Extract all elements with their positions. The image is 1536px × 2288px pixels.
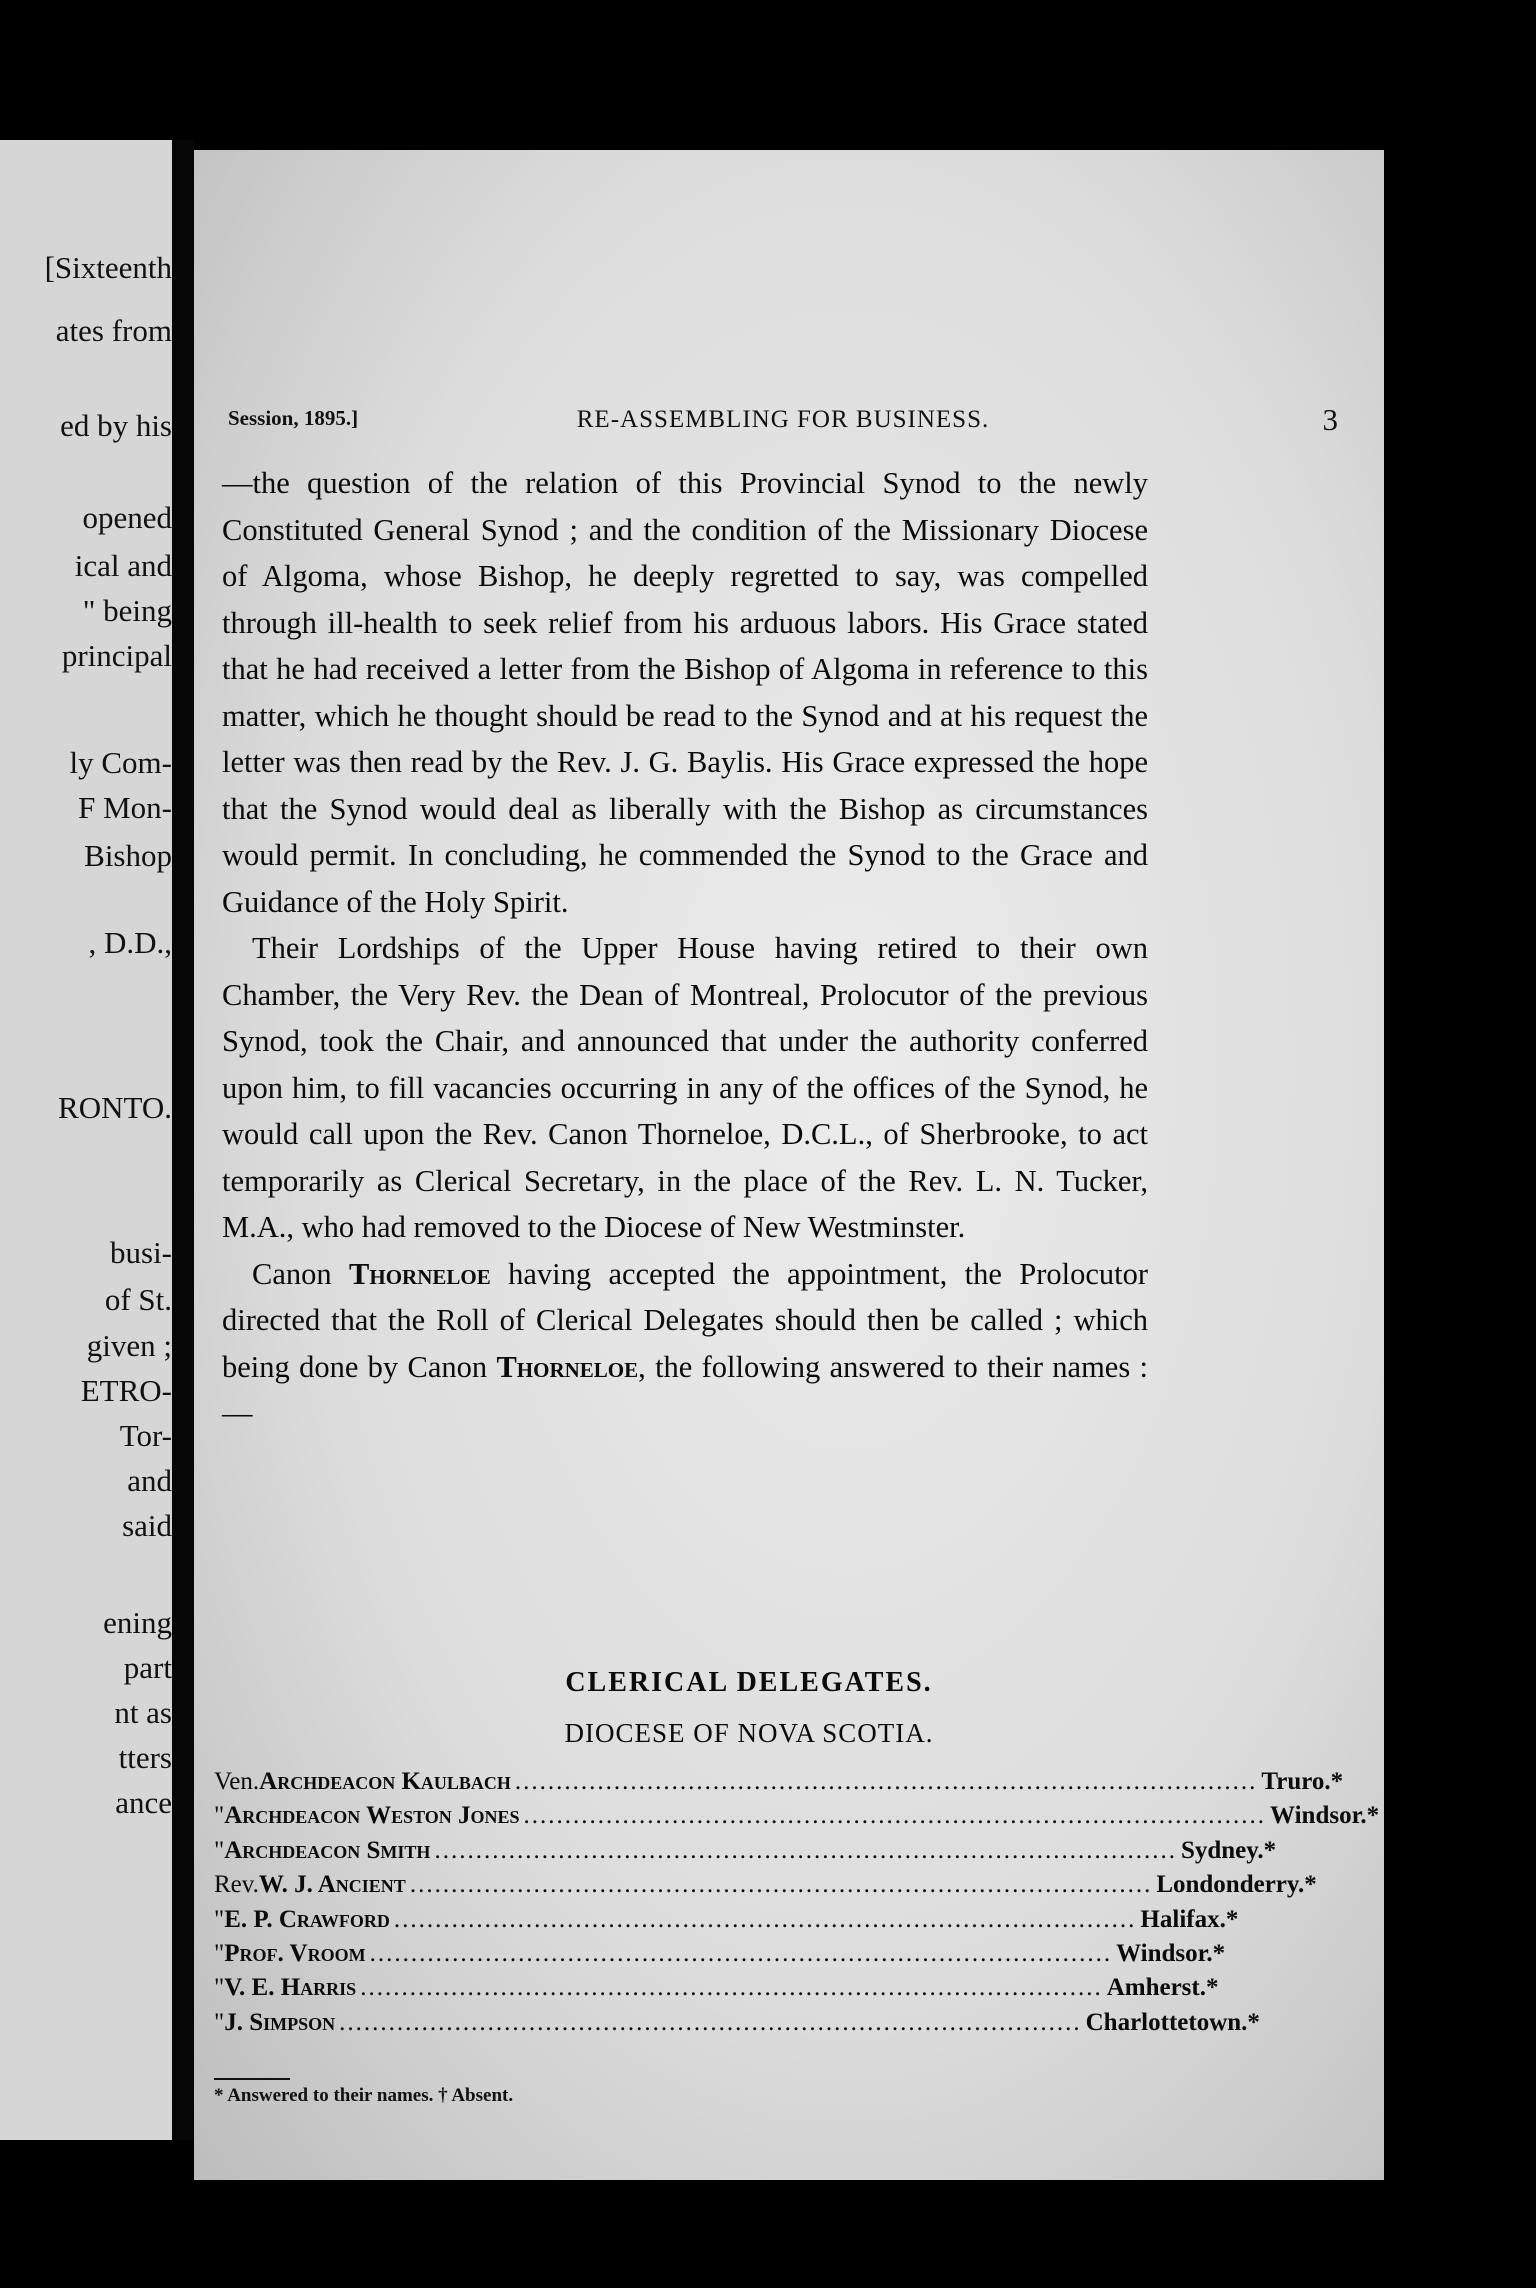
facing-page-line: Tor- — [119, 1418, 172, 1453]
section-heading: CLERICAL DELEGATES. — [565, 1667, 933, 1698]
body-text — [222, 460, 1148, 1437]
delegate-row: " Prof. Vroom .......................................................................................... Windsor.* — [214, 1939, 1226, 1967]
facing-page-line: principal — [61, 638, 172, 673]
delegate-row: " J. Simpson .......................................................................................... Charlottetown.* — [214, 2008, 1260, 2036]
facing-page-line: ly Com- — [69, 745, 172, 780]
facing-page-line: part — [123, 1650, 172, 1685]
document-page — [194, 150, 1384, 2180]
facing-page-line: given ; — [86, 1328, 172, 1363]
facing-page-fragment — [0, 140, 172, 2140]
facing-page-line: F Mon- — [78, 790, 172, 825]
facing-page-line: [Sixteenth — [44, 250, 172, 285]
diocese-heading: DIOCESE OF NOVA SCOTIA. — [564, 1718, 934, 1748]
facing-page-line: RONTO. — [58, 1090, 172, 1125]
footnote: * Answered to their names. † Absent. — [214, 2085, 514, 2106]
delegate-roll — [214, 1768, 1380, 2043]
paragraph: Canon Thorneloe having accepted the appointment, the Prolocutor directed that the Roll of Clerical Delegates should then be called ; which being done by Canon Thorneloe, the following answered to their names :— — [222, 1256, 1148, 1430]
paragraph: —the question of the relation of this Provincial Synod to the newly Constituted General Synod ; and the condition of the Missionary Diocese of Algoma, whose Bishop, he deeply regretted to say, was compelled through ill-health to seek relief from his arduous labors. His Grace stated that he had received a letter from the Bishop of Algoma in reference to this matter, which he thought should be read to the Synod and at his request the letter was then read by the Rev. J. G. Baylis. His Grace expressed the hope that the Synod would deal as liberally with the Bishop as circumstances would permit. In concluding, he commended the Synod to the Grace and Guidance of the Holy Spirit. — [222, 466, 1148, 919]
facing-page-line: and — [127, 1463, 172, 1498]
facing-page-line: tters — [118, 1740, 172, 1775]
facing-page-line: ance — [115, 1785, 172, 1820]
delegate-row: " V. E. Harris .......................................................................................... Amherst.* — [214, 1974, 1219, 2002]
delegate-row: Rev. W. J. Ancient .......................................................................................... Londonderry.* — [214, 1871, 1317, 1899]
facing-page-line: , D.D., — [88, 925, 172, 960]
facing-page-line: ates from — [55, 313, 172, 348]
delegate-row: " Archdeacon Weston Jones .......................................................................................... Windsor.* — [214, 1802, 1380, 1830]
facing-page-line: ETRO- — [80, 1373, 172, 1408]
name-thorneloe: Thorneloe — [496, 1349, 639, 1384]
facing-page-line: busi- — [110, 1235, 172, 1270]
facing-page-line: ed by his — [60, 408, 172, 443]
facing-page-line: opened — [82, 500, 172, 535]
delegate-row: " E. P. Crawford .......................................................................................... Halifax.* — [214, 1905, 1239, 1933]
name-thorneloe: Thorneloe — [349, 1256, 491, 1291]
delegate-row: Ven. Archdeacon Kaulbach .......................................................................................... Truro.* — [214, 1768, 1344, 1795]
facing-page-line: of St. — [104, 1282, 172, 1317]
header-title: RE-ASSEMBLING FOR BUSINESS. — [576, 406, 990, 433]
facing-page-line: Bishop — [84, 838, 172, 873]
footnote-rule — [214, 2078, 290, 2080]
delegate-row: " Archdeacon Smith .......................................................................................... Sydney.* — [214, 1836, 1277, 1864]
paragraph: Their Lordships of the Upper House having retired to their own Chamber, the Very Rev. the Dean of Montreal, Prolocutor of the previous Synod, took the Chair, and announced that under the authority conferred upon him, to fill vacancies occurring in any of the offices of the Synod, he would call upon the Rev. Canon Thorneloe, D.C.L., of Sherbrooke, to act temporarily as Clerical Secretary, in the place of the Rev. L. N. Tucker, M.A., who had removed to the Diocese of New Westminster. — [222, 931, 1148, 1244]
session-label: Session, 1895.] — [228, 406, 359, 430]
facing-page-line: nt as — [114, 1695, 172, 1730]
facing-page-line: said — [122, 1508, 172, 1543]
book-gutter — [172, 140, 194, 2140]
facing-page-line: ening — [103, 1605, 172, 1640]
facing-page-line: ical and — [74, 548, 172, 583]
page-number: 3 — [1322, 402, 1338, 437]
running-header — [228, 402, 1338, 442]
facing-page-line: " being — [82, 593, 172, 628]
